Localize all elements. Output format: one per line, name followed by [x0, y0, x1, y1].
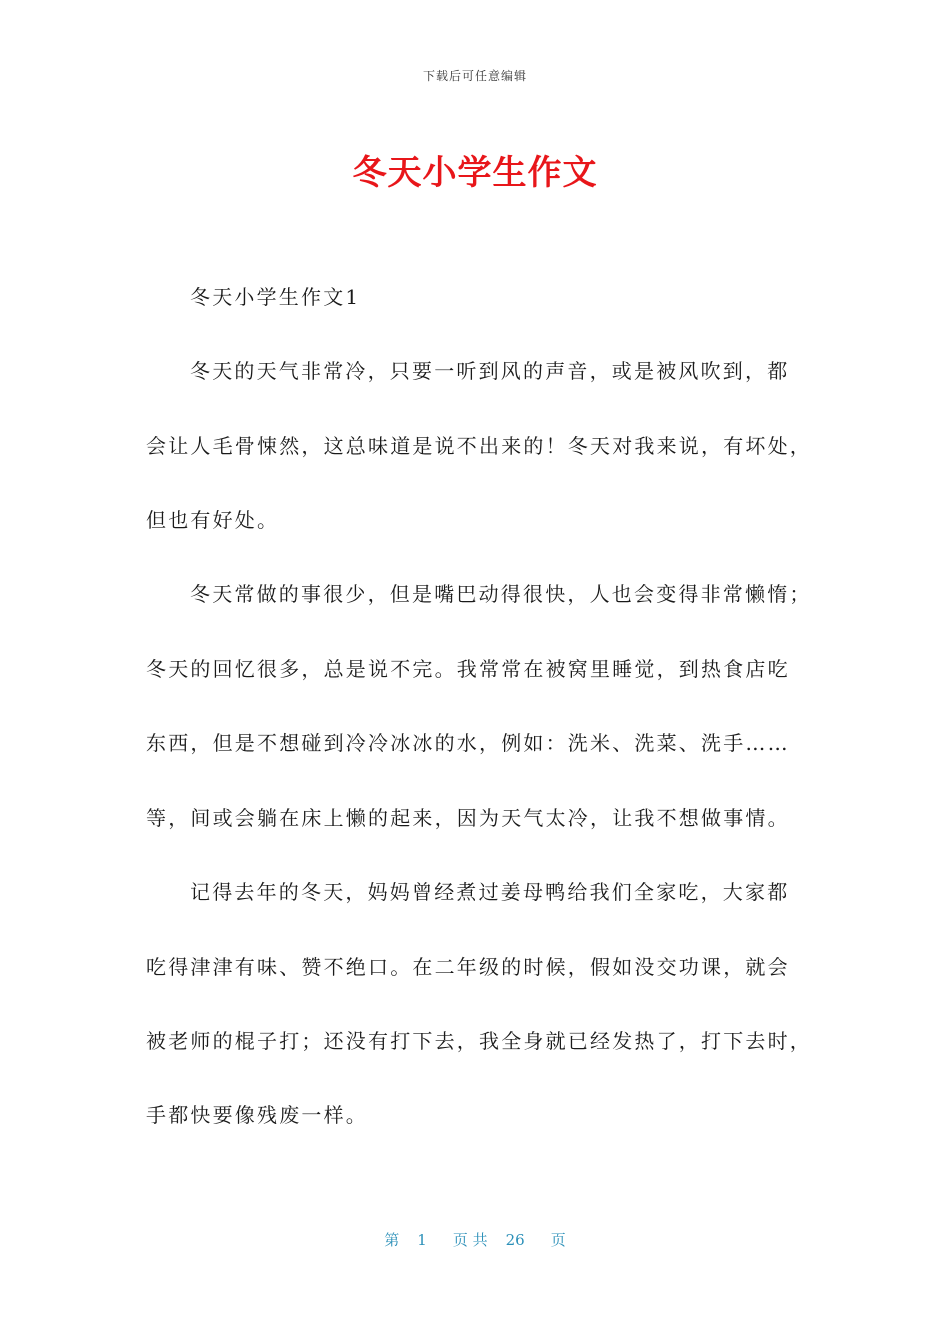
paragraph-line: 等，间或会躺在床上懒的起来，因为天气太冷，让我不想做事情。 — [146, 806, 790, 830]
footer-total-pages: 26 — [505, 1231, 525, 1249]
paragraph-line: 但也有好处。 — [146, 508, 280, 532]
document-title: 冬天小学生作文 — [352, 153, 598, 193]
footer-page-suffix: 页 — [550, 1231, 566, 1249]
paragraph-line: 记得去年的冬天，妈妈曾经煮过姜母鸭给我们全家吃，大家都 — [190, 880, 790, 904]
footer-page-number: 1 — [417, 1231, 427, 1249]
paragraph-line: 会让人毛骨悚然，这总味道是说不出来的！冬天对我来说，有坏处， — [146, 434, 812, 458]
footer-page-word: 第 — [384, 1231, 400, 1249]
section-heading: 冬天小学生作文1 — [190, 285, 361, 309]
header-note: 下载后可任意编辑 — [422, 69, 527, 83]
footer-of-word: 页 共 — [452, 1231, 488, 1249]
paragraph-line: 吃得津津有味、赞不绝口。在二年级的时候，假如没交功课，就会 — [146, 955, 790, 979]
paragraph-line: 冬天常做的事很少，但是嘴巴动得很快，人也会变得非常懒惰； — [190, 582, 812, 606]
paragraph-line: 冬天的回忆很多，总是说不完。我常常在被窝里睡觉，到热食店吃 — [146, 657, 790, 681]
paragraph-line: 被老师的棍子打；还没有打下去，我全身就已经发热了，打下去时， — [146, 1029, 812, 1053]
paragraph-line: 冬天的天气非常冷，只要一听到风的声音，或是被风吹到，都 — [190, 359, 790, 383]
paragraph-line: 手都快要像残废一样。 — [146, 1103, 368, 1127]
paragraph-line: 东西，但是不想碰到冷冷冰冰的水，例如：洗米、洗菜、洗手…… — [146, 731, 790, 755]
page-footer — [0, 1229, 950, 1250]
